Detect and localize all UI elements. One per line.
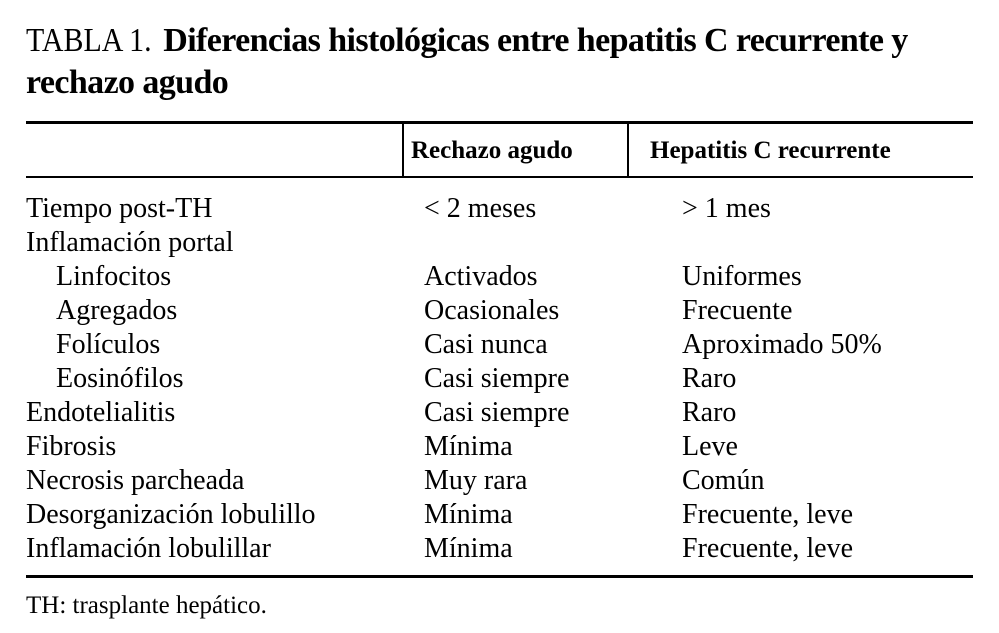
row-feature: Eosinófilos: [56, 363, 184, 394]
table-row: [26, 532, 973, 566]
row-rechazo-value: Activados: [424, 261, 538, 292]
table-row: [26, 192, 973, 226]
table-row: [26, 430, 973, 464]
header-rechazo-agudo: Rechazo agudo: [411, 137, 573, 164]
footnote: TH: trasplante hepático.: [26, 592, 267, 619]
row-feature: Folículos: [56, 329, 161, 360]
table-row: [26, 260, 973, 294]
row-rechazo-value: Mínima: [424, 499, 513, 530]
row-feature: Linfocitos: [56, 261, 172, 292]
row-feature: Tiempo post-TH: [26, 193, 213, 224]
header-divider-2: [627, 124, 629, 176]
bottom-rule: [26, 575, 973, 578]
row-hepatitis-value: Raro: [682, 363, 737, 394]
top-rule: [26, 121, 973, 124]
row-hepatitis-value: Aproximado 50%: [682, 329, 882, 360]
row-feature: Desorganización lobulillo: [26, 499, 316, 530]
header-hepatitis-c: Hepatitis C recurrente: [650, 137, 891, 164]
table-row: [26, 464, 973, 498]
table-row: [26, 396, 973, 430]
row-feature: Inflamación lobulillar: [26, 533, 271, 564]
row-rechazo-value: Mínima: [424, 431, 513, 462]
row-rechazo-value: Mínima: [424, 533, 513, 564]
row-hepatitis-value: > 1 mes: [682, 193, 771, 224]
row-hepatitis-value: Común: [682, 465, 765, 496]
row-rechazo-value: Casi siempre: [424, 397, 570, 428]
table-label: TABLA 1.: [26, 22, 152, 59]
row-feature: Necrosis parcheada: [26, 465, 245, 496]
table-row: [26, 498, 973, 532]
row-feature: Agregados: [56, 295, 178, 326]
row-hepatitis-value: Frecuente, leve: [682, 499, 854, 530]
row-rechazo-value: Ocasionales: [424, 295, 560, 326]
header-rule: [26, 176, 973, 178]
header-divider-1: [402, 124, 404, 176]
row-rechazo-value: < 2 meses: [424, 193, 537, 224]
table-row: [26, 294, 973, 328]
table-body: [26, 192, 973, 566]
row-hepatitis-value: Frecuente, leve: [682, 533, 854, 564]
row-hepatitis-value: Frecuente: [682, 295, 793, 326]
table-row: [26, 328, 973, 362]
row-rechazo-value: Casi siempre: [424, 363, 570, 394]
row-hepatitis-value: Uniformes: [682, 261, 802, 292]
table-row: [26, 362, 973, 396]
table-title: [26, 20, 986, 104]
table-row: [26, 226, 973, 260]
row-hepatitis-value: Raro: [682, 397, 737, 428]
row-feature: Fibrosis: [26, 431, 117, 462]
row-rechazo-value: Muy rara: [424, 465, 528, 496]
table-title-text: Diferencias histológicas entre hepatitis C recurrente y rechazo agudo: [26, 22, 908, 101]
row-feature: Inflamación portal: [26, 227, 234, 258]
row-feature: Endotelialitis: [26, 397, 176, 428]
row-hepatitis-value: Leve: [682, 431, 738, 462]
row-rechazo-value: Casi nunca: [424, 329, 548, 360]
